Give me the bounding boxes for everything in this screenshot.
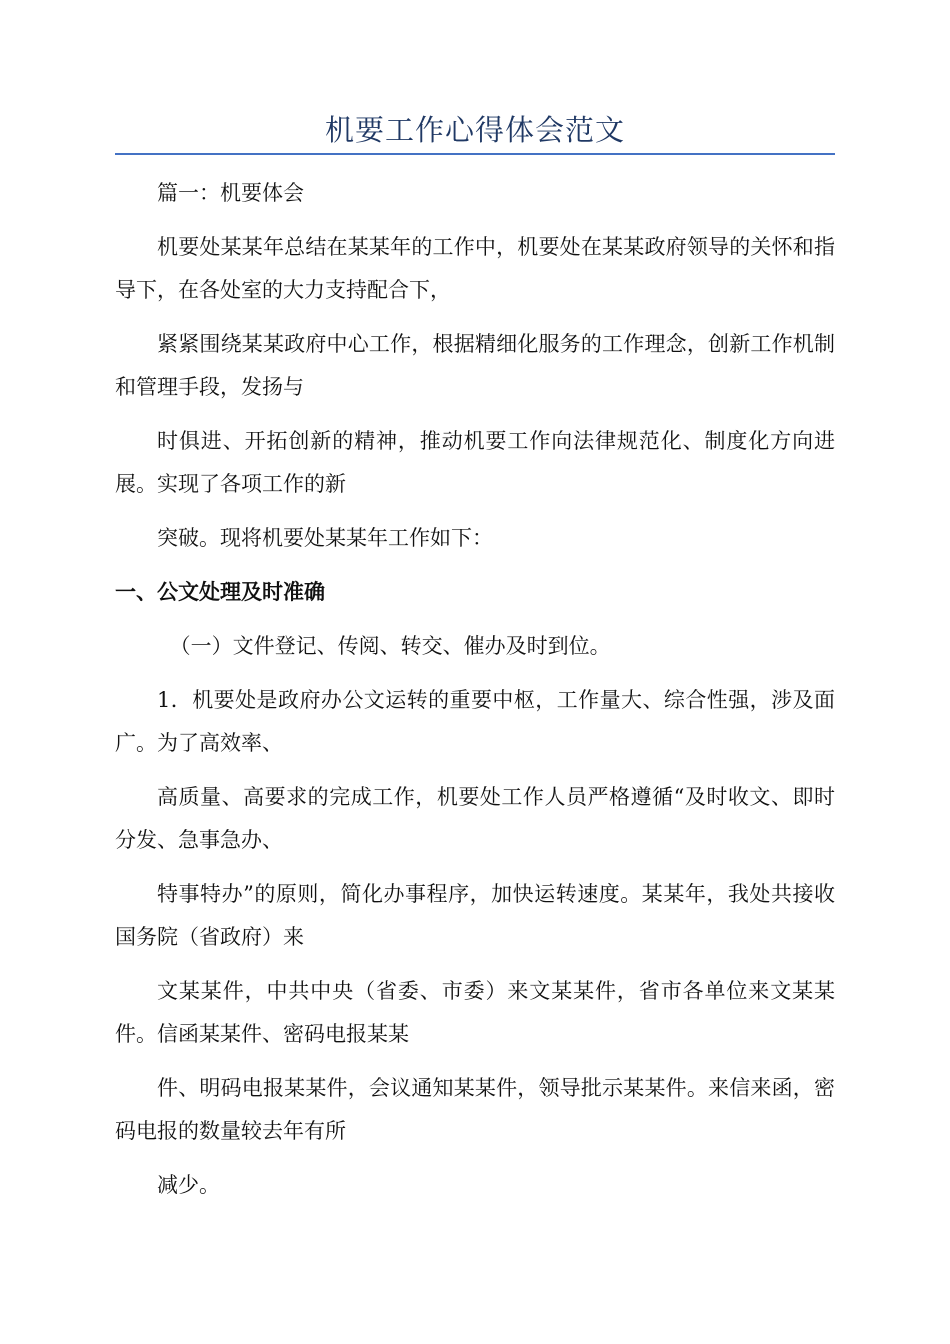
body-paragraph: 减少。 [157, 1173, 220, 1197]
document-title: 机要工作心得体会范文 [324, 113, 625, 147]
title-underline [115, 153, 835, 155]
section-label: 篇一：机要体会 [157, 181, 304, 205]
body-paragraph: 件、明码电报某某件，会议通知某某件，领导批示某某件。来信来函，密码电报的数量较去年有所 [115, 1076, 835, 1143]
body-paragraph: 高质量、高要求的完成工作，机要处工作人员严格遵循“及时收文、即时分发、急事急办、 [115, 785, 835, 852]
subsection-heading: （一）文件登记、传阅、转交、催办及时到位。 [169, 634, 611, 658]
body-paragraph: 紧紧围绕某某政府中心工作，根据精细化服务的工作理念，创新工作机制和管理手段，发扬与 [115, 332, 835, 399]
body-paragraph: 时俱进、开拓创新的精神，推动机要工作向法律规范化、制度化方向进展。实现了各项工作的新 [115, 429, 835, 496]
section-heading: 一、公文处理及时准确 [115, 580, 325, 604]
body-paragraph: 1．机要处是政府办公文运转的重要中枢，工作量大、综合性强，涉及面广。为了高效率、 [115, 688, 835, 755]
body-paragraph: 机要处某某年总结在某某年的工作中，机要处在某某政府领导的关怀和指导下，在各处室的大力支持配合下， [115, 235, 835, 302]
body-paragraph: 文某某件，中共中央（省委、市委）来文某某件，省市各单位来文某某件。信函某某件、密码电报某某 [115, 979, 835, 1046]
document-body [115, 172, 835, 1218]
body-paragraph: 特事特办”的原则，简化办事程序，加快运转速度。某某年，我处共接收国务院（省政府）来 [115, 882, 835, 949]
body-paragraph: 突破。现将机要处某某年工作如下： [157, 526, 493, 550]
